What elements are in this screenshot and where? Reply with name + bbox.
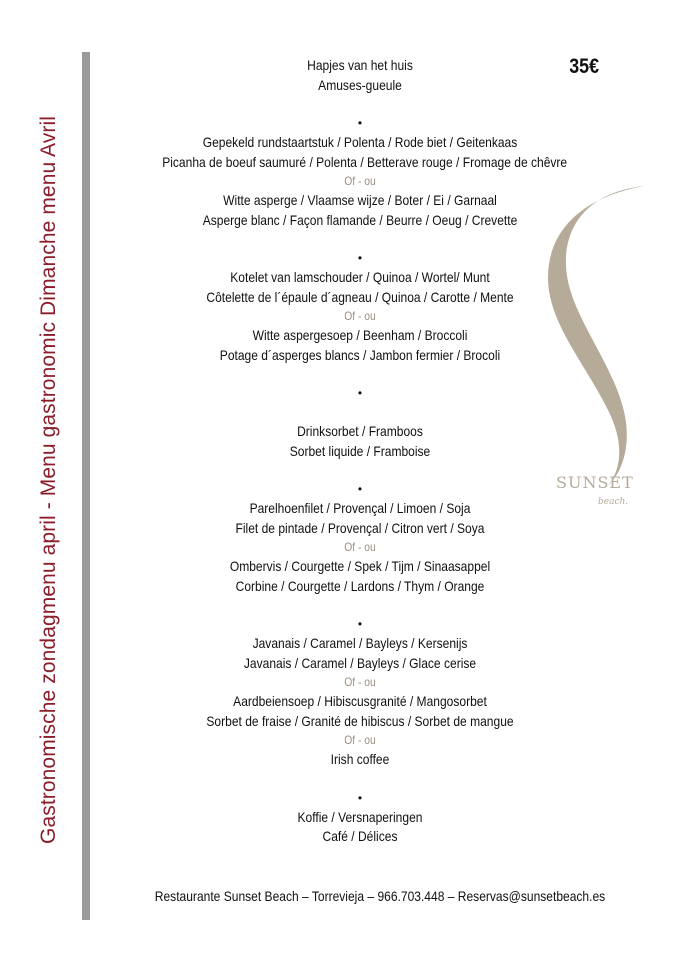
menu-line: Côtelette de l´épaule d´agneau / Quinoa / Carotte / Mente [206, 288, 514, 305]
course-bullet: • [357, 116, 363, 130]
menu-line: Javanais / Caramel / Bayleys / Glace cerise [243, 654, 477, 671]
menu-line: Drinksorbet / Framboos [297, 423, 423, 439]
menu-line: Filet de pintade / Provençal / Citron vert / Soya [235, 519, 485, 536]
menu-line: Aardbeiensoep / Hibiscusgranité / Mangosorbet [233, 693, 487, 709]
course-bullet: • [357, 617, 363, 631]
menu-line: Asperge blanc / Façon flamande / Beurre / Oeug / Crevette [202, 211, 518, 228]
logo-s-shape [548, 186, 644, 486]
menu-line: Gepekeld rundstaartstuk / Polenta / Rode biet / Geitenkaas [202, 134, 518, 150]
or-divider: Of - ou [344, 675, 376, 689]
menu-line: Sorbet liquide / Framboise [289, 442, 431, 459]
or-divider: Of - ou [344, 309, 376, 323]
vertical-menu-title-text: Gastronomische zondagmenu april - Menu gastronomic Dimanche menu Avril [37, 116, 61, 844]
menu-line: Javanais / Caramel / Bayleys / Kersenijs [252, 635, 468, 651]
course-bullet: • [357, 386, 363, 400]
menu-body [130, 56, 590, 847]
menu-line: Picanha de boeuf saumuré / Polenta / Betterave rouge / Fromage de chêvre [162, 153, 568, 170]
menu-line: Witte aspergesoep / Beenham / Broccoli [252, 327, 468, 343]
menu-line: Amuses-gueule [318, 76, 402, 93]
logo-name-text: SUNSET [556, 473, 634, 492]
menu-line: Irish coffee [330, 751, 390, 767]
menu-line: Ombervis / Courgette / Spek / Tijm / Sinaasappel [229, 558, 491, 574]
menu-line: Potage d´asperges blancs / Jambon fermier / Brocoli [219, 346, 501, 363]
menu-line: Koffie / Versnaperingen [297, 808, 423, 825]
side-divider-bar [82, 52, 90, 920]
menu-line: Parelhoenfilet / Provençal / Limoen / Soja [249, 500, 471, 516]
menu-price: 35€ [569, 55, 599, 78]
menu-line: Sorbet de fraise / Granité de hibiscus / Sorbet de mangue [206, 712, 514, 729]
course-bullet: • [357, 251, 363, 265]
menu-line: Hapjes van het huis [307, 57, 413, 73]
or-divider: Of - ou [344, 733, 376, 747]
or-divider: Of - ou [344, 174, 376, 188]
menu-line: Witte asperge / Vlaamse wijze / Boter / Ei / Garnaal [223, 192, 497, 208]
sunset-beach-logo [548, 186, 644, 516]
course-bullet: • [357, 482, 363, 496]
or-divider: Of - ou [344, 540, 376, 554]
menu-line: Kotelet van lamschouder / Quinoa / Wortel/ Munt [230, 269, 490, 285]
course-bullet: • [357, 790, 363, 805]
restaurant-contact-footer: Restaurante Sunset Beach – Torrevieja – 966.703.448 – Reservas@sunsetbeach.es [154, 888, 606, 904]
menu-line: Corbine / Courgette / Lardons / Thym / Orange [235, 577, 485, 594]
vertical-menu-title [20, 60, 78, 900]
menu-line: Café / Délices [322, 828, 398, 844]
logo-sub-text: beach. [598, 497, 629, 507]
